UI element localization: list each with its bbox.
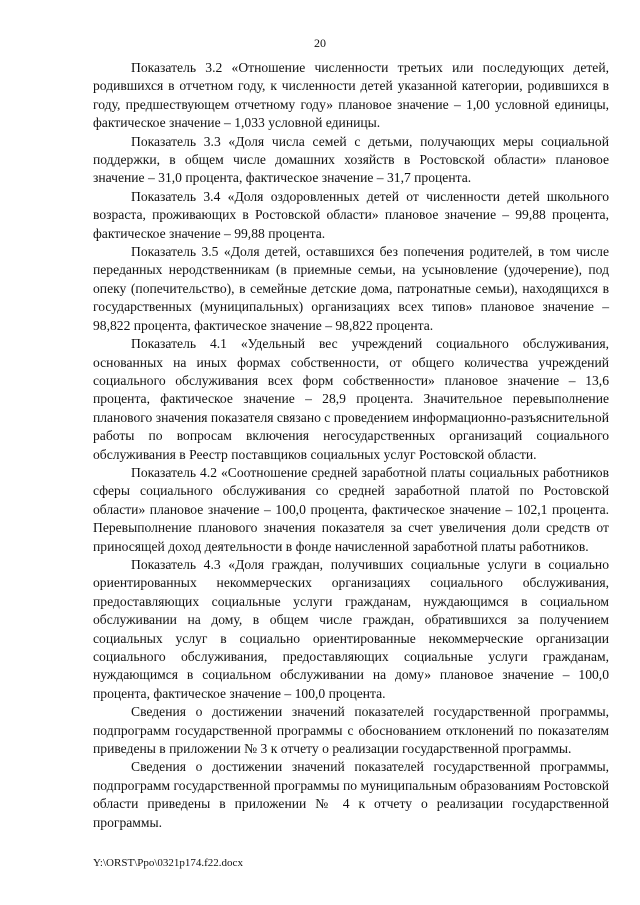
- document-body: [93, 59, 609, 832]
- footer-file-path: Y:\ORST\Ppo\0321p174.f22.docx: [93, 857, 243, 869]
- paragraph-indicator-3-4: Показатель 3.4 «Доля оздоровленных детей от численности детей школьного возраста, проживающих в Ростовской области» плановое значение – 99,88 процента, фактическое значение – 99,88 процента.: [93, 188, 609, 241]
- paragraph-indicator-4-2: Показатель 4.2 «Соотношение средней заработной платы социальных работников сферы социального обслуживания со средней заработной платой по Ростовской области» плановое значение – 100,0 процента, фактическое значение – 102,1 процента. Перевыполнение планового значения показателя за счет увеличения доли средств от приносящей доход деятельности в фонде начисленной заработной платы работников.: [93, 464, 609, 554]
- paragraph-indicator-3-5: Показатель 3.5 «Доля детей, оставшихся без попечения родителей, в том числе переданных неродственникам (в приемные семьи, на усыновление (удочерение), под опеку (попечительство), в семейные детские дома, патронатные семьи), находящихся в государственных (муниципальных) организациях всех типов» плановое значение – 98,822 процента, фактическое значение – 98,822 процента.: [93, 244, 609, 333]
- paragraph-appendix-4: Сведения о достижении значений показателей государственной программы, подпрограмм государственной программы по муниципальным образованиям Ростовской области приведены в приложении № 4 к отчету о реализации государственной программы.: [93, 759, 609, 830]
- paragraph-indicator-3-3: Показатель 3.3 «Доля числа семей с детьми, получающих меры социальной поддержки, в общем числе домашних хозяйств в Ростовской области» плановое значение – 31,0 процента, фактическое значение – 31,7 процента.: [93, 133, 609, 186]
- paragraph-indicator-4-1: Показатель 4.1 «Удельный вес учреждений социального обслуживания, основанных на иных формах собственности, от общего количества учреждений социального обслуживания всех форм собственности» плановое значение – 13,6 процента, фактическое значение – 28,9 процента. Значительное перевыполнение планового значения показателя связано с проведением информационно-разъяснительной работы по вопросам включения негосударственных организаций социального обслуживания в Реестр поставщиков социальных услуг Ростовской области.: [93, 336, 609, 462]
- paragraph-indicator-3-2: Показатель 3.2 «Отношение численности третьих или последующих детей, родившихся в отчетном году, к численности детей указанной категории, родившихся в году, предшествующем отчетному году» плановое значение – 1,00 условной единицы, фактическое значение – 1,033 условной единицы.: [93, 60, 609, 131]
- page-number: 20: [314, 36, 326, 50]
- paragraph-appendix-3: Сведения о достижении значений показателей государственной программы, подпрограмм государственной программы с обоснованием отклонений по показателям приведены в приложении № 3 к отчету о реализации государственной программы.: [93, 704, 609, 757]
- paragraph-indicator-4-3: Показатель 4.3 «Доля граждан, получивших социальные услуги в социально ориентированных некоммерческих организациях социального обслуживания, предоставляющих социальные услуги гражданам, нуждающимся в социальном обслуживании на дому, в общем числе граждан, обратившихся за получением социальных услуг в социально ориентированные некоммерческие организации социального обслуживания, предоставляющих социальные услуги гражданам, нуждающимся в социальном обслуживании на дому» плановое значение – 100,0 процента, фактическое значение – 100,0 процента.: [93, 556, 609, 701]
